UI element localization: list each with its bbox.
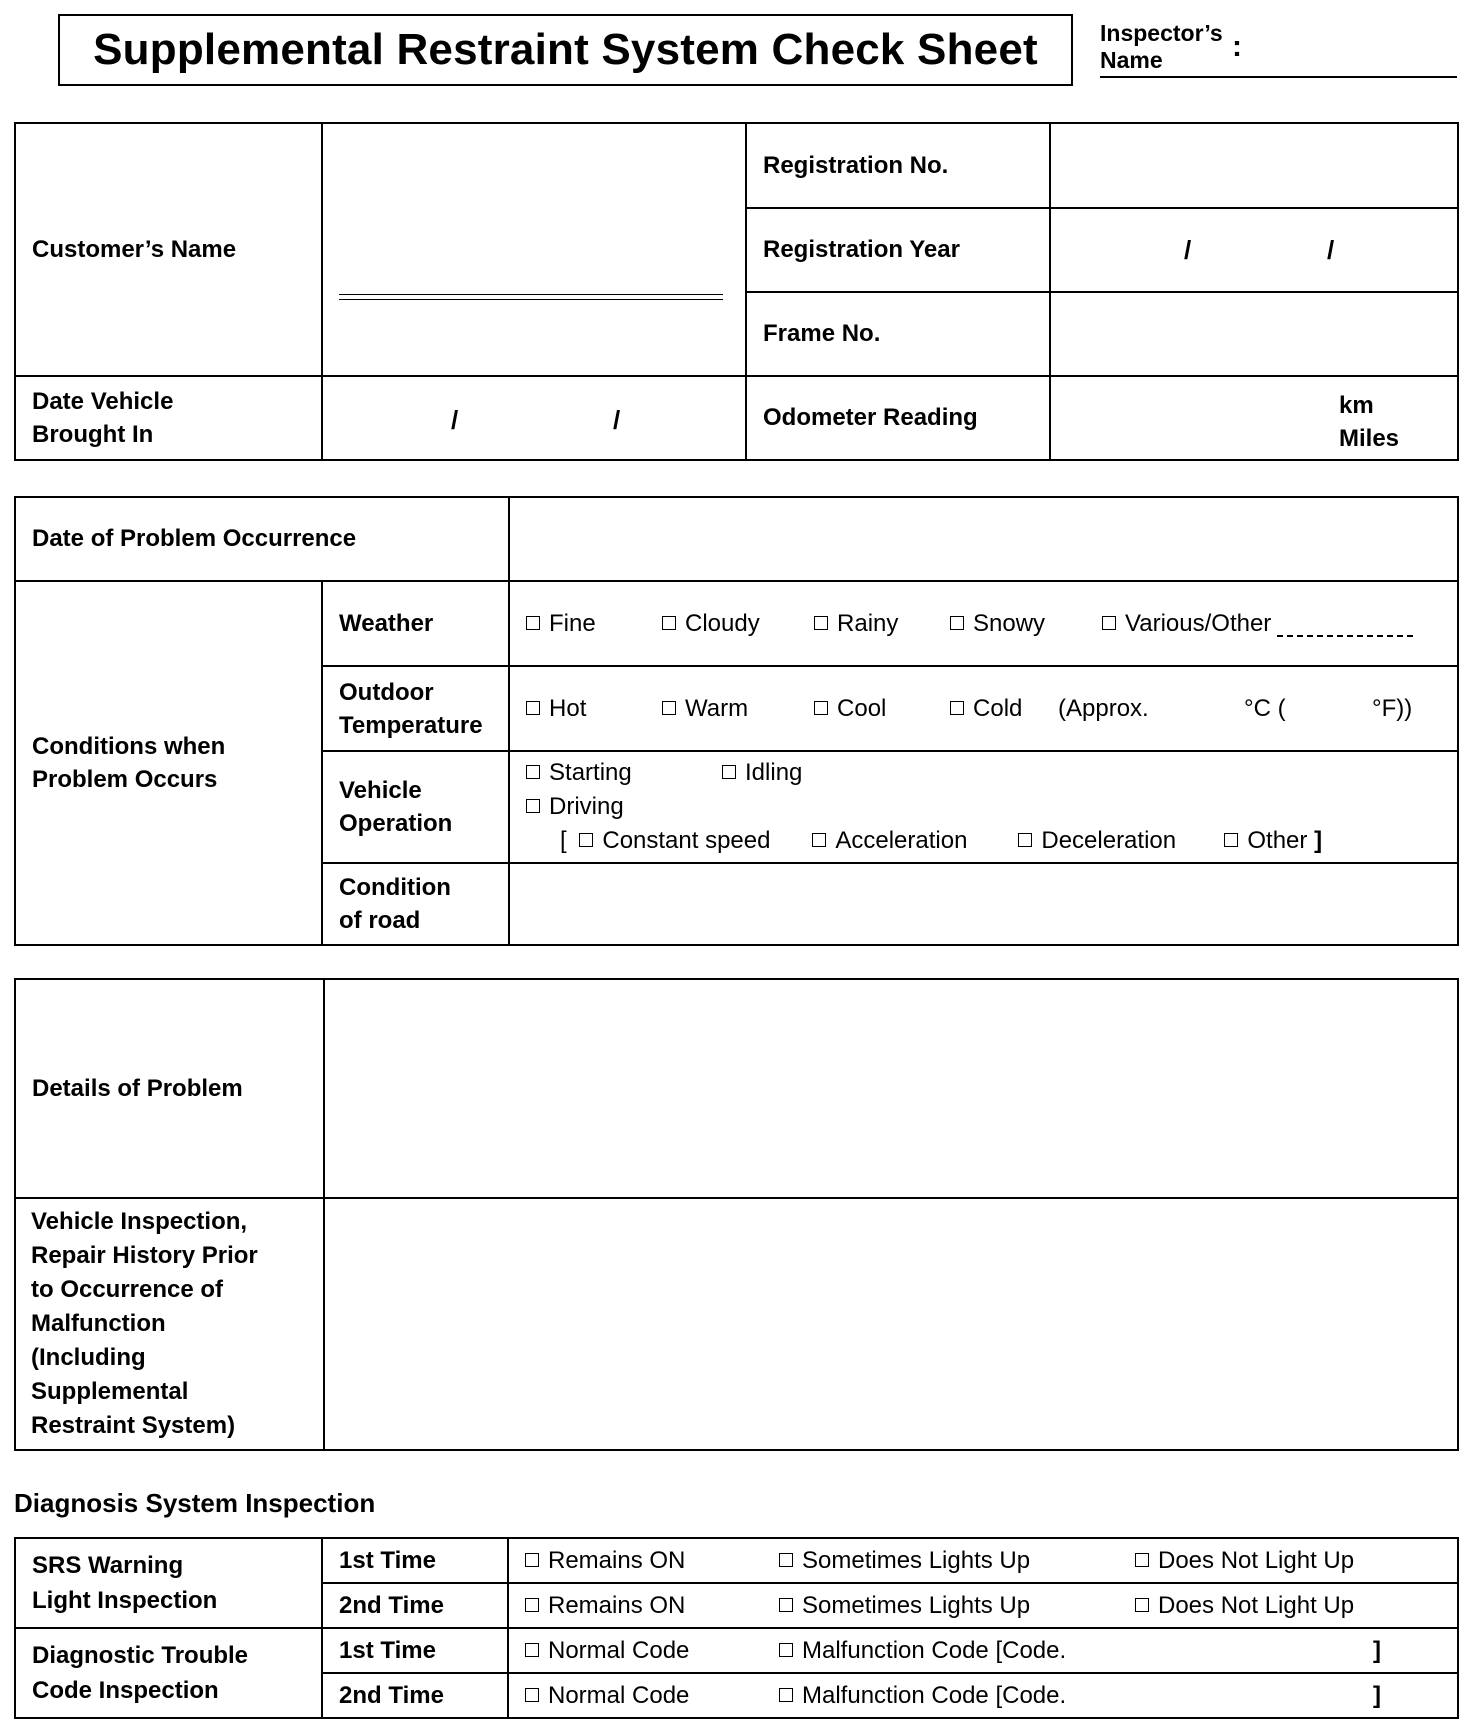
details-table (14, 978, 1459, 1451)
date-brought-in-field[interactable] (322, 376, 746, 460)
conditions-line1: Conditions when (32, 733, 226, 760)
srs-first-time-label: 1st Time (322, 1538, 508, 1583)
srs-label (15, 1538, 322, 1628)
operation-options (509, 751, 1458, 863)
odometer-field[interactable] (1050, 376, 1458, 460)
frame-no-field[interactable] (1050, 292, 1458, 376)
dtc1-normal-checkbox[interactable] (525, 1643, 539, 1657)
history-line1: Vehicle Inspection, (31, 1208, 248, 1235)
dtc1-malfunction-checkbox[interactable] (779, 1643, 793, 1657)
vehicle-info-table (14, 122, 1459, 461)
inspector-label (1100, 20, 1223, 74)
registration-year-label: Registration Year (746, 208, 1050, 292)
op-driving-option[interactable] (526, 790, 624, 824)
diagnosis-table (14, 1537, 1459, 1719)
drive-accel-text: Acceleration (835, 827, 968, 854)
driving-bracket-open: [ (560, 827, 567, 854)
temp-cold-option[interactable] (950, 695, 1058, 723)
op-idling-option[interactable] (722, 756, 802, 790)
srs-second-options (508, 1583, 1458, 1628)
weather-other-checkbox[interactable] (1102, 616, 1116, 630)
inspector-name-field[interactable] (1100, 76, 1457, 78)
temp-cool-text: Cool (837, 694, 887, 722)
details-field[interactable] (324, 979, 1458, 1198)
weather-snowy-text: Snowy (973, 609, 1046, 637)
temperature-line2: Temperature (339, 711, 483, 739)
srs1-remains-option[interactable] (525, 1547, 779, 1575)
weather-options (509, 581, 1458, 666)
drive-constant-option[interactable] (579, 824, 812, 858)
problem-conditions-table (14, 496, 1459, 946)
operation-line2: Operation (339, 810, 453, 837)
road-line1: Condition (339, 874, 451, 901)
registration-year-field[interactable] (1050, 208, 1458, 292)
dtc1-malfunction-text: Malfunction Code [Code. (802, 1636, 1067, 1664)
history-line2: Repair History Prior (31, 1242, 258, 1269)
road-label (322, 863, 509, 945)
customer-name-double-line (339, 294, 723, 300)
history-label (15, 1198, 324, 1450)
dtc-first-options (508, 1628, 1458, 1673)
drive-accel-option[interactable] (812, 824, 1018, 858)
temp-celsius-label: °C ( (1244, 694, 1286, 722)
date-problem-field[interactable] (509, 497, 1458, 581)
inspector-label-line1: Inspector’s (1100, 20, 1223, 46)
dtc-line2: Code Inspection (32, 1677, 219, 1704)
srs2-sometimes-text: Sometimes Lights Up (802, 1591, 1031, 1619)
op-starting-text: Starting (549, 759, 632, 786)
title-box (58, 14, 1073, 86)
srs1-sometimes-option[interactable] (779, 1547, 1135, 1575)
dtc2-malfunction-text: Malfunction Code [Code. (802, 1681, 1067, 1709)
srs2-not-light-option[interactable] (1135, 1592, 1354, 1620)
dtc-label (15, 1628, 322, 1718)
details-label: Details of Problem (15, 979, 324, 1198)
temp-cold-checkbox[interactable] (950, 701, 964, 715)
weather-rainy-option[interactable] (814, 610, 950, 638)
page-title: Supplemental Restraint System Check Sheet (93, 25, 1038, 74)
temp-warm-text: Warm (685, 694, 749, 722)
op-driving-checkbox[interactable] (526, 799, 540, 813)
srs2-not-light-text: Does Not Light Up (1158, 1591, 1355, 1619)
weather-other-text: Various/Other (1125, 609, 1272, 637)
date-brought-in-line1: Date Vehicle (32, 388, 174, 415)
road-line2: of road (339, 907, 421, 934)
srs2-remains-option[interactable] (525, 1592, 779, 1620)
weather-snowy-checkbox[interactable] (950, 616, 964, 630)
drive-other-checkbox[interactable] (1224, 833, 1238, 847)
weather-fine-checkbox[interactable] (526, 616, 540, 630)
customer-name-label: Customer’s Name (15, 123, 322, 376)
drive-constant-text: Constant speed (602, 827, 771, 854)
date-slash-1: / (451, 405, 459, 435)
driving-bracket-close: ] (1314, 827, 1323, 854)
temp-warm-checkbox[interactable] (662, 701, 676, 715)
date-brought-in-label (15, 376, 322, 460)
drive-other-option[interactable] (1224, 824, 1307, 858)
srs2-sometimes-option[interactable] (779, 1592, 1135, 1620)
date-problem-label: Date of Problem Occurrence (15, 497, 509, 581)
road-field[interactable] (509, 863, 1458, 945)
drive-accel-checkbox[interactable] (812, 833, 826, 847)
history-line5: (Including (31, 1344, 146, 1371)
drive-other-text: Other (1247, 827, 1308, 854)
inspector-colon: : (1232, 30, 1242, 63)
date-brought-in-line2: Brought In (32, 421, 154, 448)
temp-approx-label: (Approx. (1058, 694, 1149, 722)
temp-hot-option[interactable] (526, 695, 662, 723)
customer-name-field[interactable] (322, 123, 746, 376)
conditions-line2: Problem Occurs (32, 766, 218, 793)
srs1-sometimes-text: Sometimes Lights Up (802, 1546, 1031, 1574)
temp-fahrenheit-label: °F)) (1372, 694, 1413, 722)
temperature-options (509, 666, 1458, 751)
weather-rainy-checkbox[interactable] (814, 616, 828, 630)
temp-hot-text: Hot (549, 694, 587, 722)
dtc1-malfunction-option[interactable] (779, 1637, 1066, 1665)
temperature-line1: Outdoor (339, 678, 434, 706)
srs1-not-light-checkbox[interactable] (1135, 1553, 1149, 1567)
weather-other-option[interactable] (1102, 610, 1413, 638)
weather-cloudy-option[interactable] (662, 610, 814, 638)
frame-no-label: Frame No. (746, 292, 1050, 376)
dtc1-bracket-close: ] (1373, 1637, 1381, 1664)
registration-no-label: Registration No. (746, 123, 1050, 208)
srs-first-options (508, 1538, 1458, 1583)
dtc2-normal-option[interactable] (525, 1682, 779, 1710)
conditions-label (15, 581, 322, 945)
dtc2-bracket-close: ] (1373, 1682, 1381, 1709)
inspector-label-line2: Name (1100, 47, 1163, 73)
srs1-remains-text: Remains ON (548, 1546, 686, 1574)
history-field[interactable] (324, 1198, 1458, 1450)
unit-km: km (1339, 392, 1374, 419)
drive-decel-text: Deceleration (1041, 827, 1177, 854)
op-starting-checkbox[interactable] (526, 765, 540, 779)
srs2-remains-checkbox[interactable] (525, 1598, 539, 1612)
dtc-second-time-label: 2nd Time (322, 1673, 508, 1718)
dtc-second-options (508, 1673, 1458, 1718)
odometer-label: Odometer Reading (746, 376, 1050, 460)
reg-year-slash-1: / (1184, 235, 1192, 265)
op-idling-checkbox[interactable] (722, 765, 736, 779)
weather-label: Weather (322, 581, 509, 666)
dtc1-normal-text: Normal Code (548, 1636, 690, 1664)
weather-other-field[interactable] (1277, 613, 1413, 637)
weather-fine-option[interactable] (526, 610, 662, 638)
dtc2-normal-text: Normal Code (548, 1681, 690, 1709)
weather-cloudy-text: Cloudy (685, 609, 760, 637)
srs1-sometimes-checkbox[interactable] (779, 1553, 793, 1567)
operation-line1: Vehicle (339, 777, 422, 804)
odometer-units (1339, 389, 1399, 455)
operation-label (322, 751, 509, 863)
dtc2-normal-checkbox[interactable] (525, 1688, 539, 1702)
drive-constant-checkbox[interactable] (579, 833, 593, 847)
op-driving-text: Driving (549, 793, 624, 820)
srs-second-time-label: 2nd Time (322, 1583, 508, 1628)
srs-line2: Light Inspection (32, 1587, 218, 1614)
srs2-remains-text: Remains ON (548, 1591, 686, 1619)
srs2-sometimes-checkbox[interactable] (779, 1598, 793, 1612)
weather-cloudy-checkbox[interactable] (662, 616, 676, 630)
srs1-remains-checkbox[interactable] (525, 1553, 539, 1567)
temp-warm-option[interactable] (662, 695, 814, 723)
weather-fine-text: Fine (549, 609, 596, 637)
dtc2-malfunction-checkbox[interactable] (779, 1688, 793, 1702)
weather-rainy-text: Rainy (837, 609, 899, 637)
srs1-not-light-option[interactable] (1135, 1547, 1354, 1575)
dtc-first-time-label: 1st Time (322, 1628, 508, 1673)
registration-no-field[interactable] (1050, 123, 1458, 208)
srs2-not-light-checkbox[interactable] (1135, 1598, 1149, 1612)
srs-line1: SRS Warning (32, 1552, 184, 1579)
temperature-label (322, 666, 509, 751)
temp-cool-checkbox[interactable] (814, 701, 828, 715)
diagnosis-section-title: Diagnosis System Inspection (14, 1488, 376, 1518)
weather-snowy-option[interactable] (950, 610, 1102, 638)
temp-cold-text: Cold (973, 694, 1023, 722)
reg-year-slash-2: / (1327, 235, 1335, 265)
dtc1-normal-option[interactable] (525, 1637, 779, 1665)
history-line3: to Occurrence of (31, 1276, 224, 1303)
op-idling-text: Idling (745, 759, 803, 786)
op-starting-option[interactable] (526, 756, 722, 790)
history-line7: Restraint System) (31, 1412, 236, 1439)
drive-decel-checkbox[interactable] (1018, 833, 1032, 847)
dtc2-malfunction-option[interactable] (779, 1682, 1066, 1710)
srs1-not-light-text: Does Not Light Up (1158, 1546, 1355, 1574)
dtc-line1: Diagnostic Trouble (32, 1642, 249, 1669)
history-line4: Malfunction (31, 1310, 166, 1337)
drive-decel-option[interactable] (1018, 824, 1224, 858)
temp-cool-option[interactable] (814, 695, 950, 723)
temp-hot-checkbox[interactable] (526, 701, 540, 715)
history-line6: Supplemental (31, 1378, 189, 1405)
date-slash-2: / (613, 405, 621, 435)
unit-miles: Miles (1339, 425, 1400, 452)
